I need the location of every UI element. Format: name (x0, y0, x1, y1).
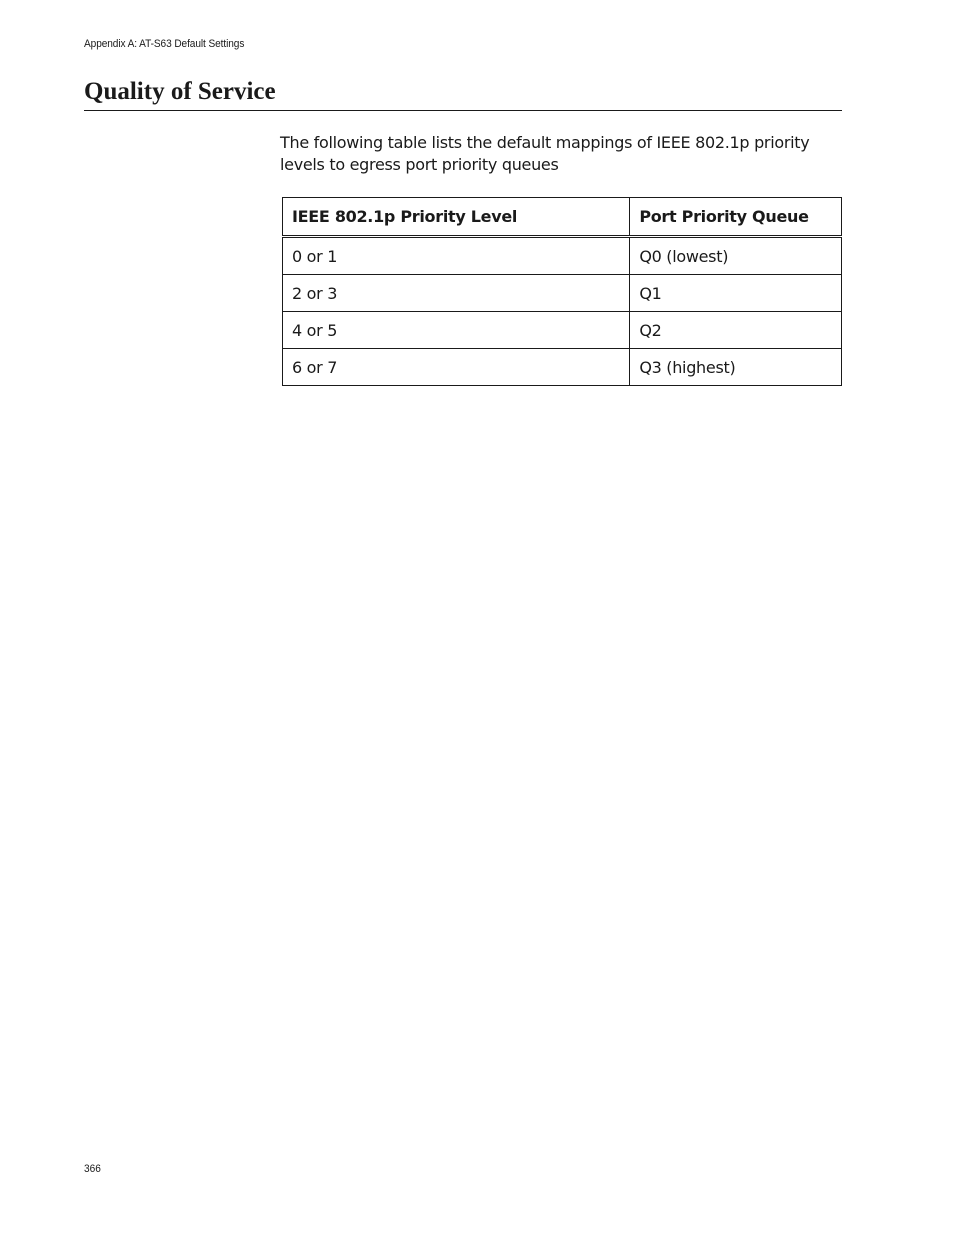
priority-level-cell: 4 or 5 (283, 312, 630, 349)
priority-level-cell: 6 or 7 (283, 349, 630, 386)
running-header: Appendix A: AT-S63 Default Settings (84, 38, 245, 50)
table-row (283, 275, 842, 312)
table-row (283, 237, 842, 275)
column-header-port-priority-queue: Port Priority Queue (630, 198, 842, 237)
priority-mapping-table (282, 197, 842, 386)
page-number: 366 (84, 1163, 101, 1175)
queue-cell: Q0 (lowest) (630, 237, 842, 275)
table-row (283, 349, 842, 386)
priority-level-cell: 2 or 3 (283, 275, 630, 312)
queue-cell: Q3 (highest) (630, 349, 842, 386)
queue-cell: Q2 (630, 312, 842, 349)
table-row (283, 312, 842, 349)
intro-paragraph: The following table lists the default mappings of IEEE 802.1p priority levels to egress port priority queues (280, 133, 810, 174)
priority-level-cell: 0 or 1 (283, 237, 630, 275)
column-header-priority-level: IEEE 802.1p Priority Level (283, 198, 630, 237)
section-title: Quality of Service (84, 76, 842, 111)
table-header-row (283, 198, 842, 237)
queue-cell: Q1 (630, 275, 842, 312)
